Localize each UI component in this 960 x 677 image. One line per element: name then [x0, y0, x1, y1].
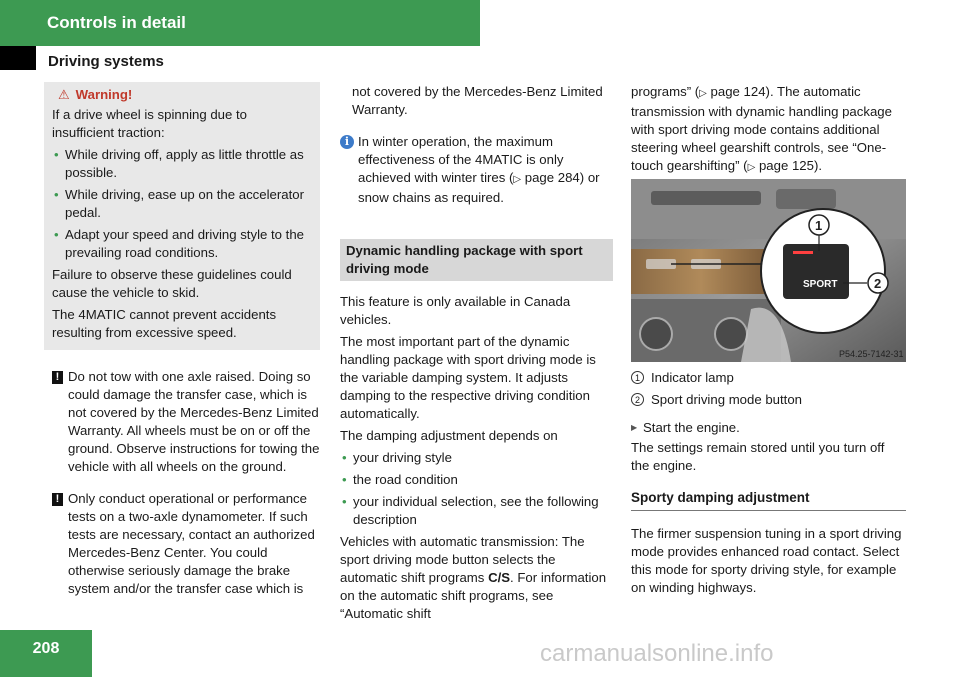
paragraph-text: programs” ( — [631, 84, 700, 99]
info-text-end: ) or snow chains as required. — [358, 170, 600, 205]
legend-text: Indicator lamp — [651, 370, 734, 385]
paragraph: This feature is only available in Canada vehicles. — [340, 294, 571, 327]
page-number: 208 — [0, 630, 92, 677]
sport-label: SPORT — [803, 279, 838, 290]
column-left — [52, 368, 320, 612]
legend-text: Sport driving mode button — [651, 392, 803, 407]
info-text: In winter operation, the maximum effectiveness of the 4MATIC is only achieved with winter tires ( — [358, 134, 564, 185]
exclamation-icon: ! — [52, 371, 63, 384]
page-link[interactable]: page 284 — [524, 170, 580, 185]
warning-box — [44, 82, 320, 350]
warning-item: • Adapt your speed and driving style to the prevailing road conditions. — [52, 226, 312, 262]
warning-paragraph: The 4MATIC cannot prevent accidents resulting from excessive speed. — [52, 307, 277, 340]
page-link[interactable]: page 125 — [758, 158, 814, 173]
damping-factors-list — [340, 449, 613, 529]
photo-code: P54.25-7142-31 — [839, 349, 904, 359]
warning-item: • While driving, ease up on the accelerator pedal. — [52, 186, 312, 222]
page-ref-arrow-icon: ▷ — [747, 162, 756, 173]
list-item: • your individual selection, see the following description — [340, 493, 613, 529]
dashboard-illustration — [631, 179, 906, 362]
instruction-step: ▶ Start the engine. — [631, 419, 906, 437]
paragraph-text: ). The automatic transmission with dynamic handling package with sport driving mode contains additional steering wheel gearshift controls, see “One-touch gearshifting” ( — [631, 84, 892, 173]
list-item: • your driving style — [340, 449, 613, 467]
page-link[interactable]: page 124 — [710, 84, 766, 99]
paragraph: The settings remain stored until you turn off the engine. — [631, 440, 885, 473]
info-note — [340, 133, 613, 207]
warning-triangle-icon: ⚠ — [58, 87, 70, 102]
note-text: Only conduct operational or performance tests on a two-axle dynamometer. If such tests are necessary, contact an authorized Mercedes-Benz Center. You could otherwise seriously damage the brake system and/or the transfer case which is — [68, 491, 315, 596]
chapter-tab — [0, 0, 480, 46]
svg-text:1: 1 — [815, 218, 823, 233]
list-item: • the road condition — [340, 471, 613, 489]
shift-programs: C/S — [488, 570, 511, 585]
paragraph — [631, 83, 906, 177]
paragraph-text: ). — [813, 158, 823, 173]
callout-number: 2 — [631, 393, 644, 406]
paragraph: The most important part of the dynamic handling package with sport driving mode is the variable damping system. It adjusts damping to the respective driving condition automatically. — [340, 334, 596, 421]
watermark: carmanualsonline.info — [540, 640, 774, 667]
column-right-lower — [631, 369, 906, 597]
subheading: Sporty damping adjustment — [631, 489, 906, 511]
warning-list — [52, 146, 312, 262]
warning-title: Warning! — [75, 87, 133, 102]
section-heading: Dynamic handling package with sport driving mode — [340, 239, 613, 281]
note-text: Do not tow with one axle raised. Doing so could damage the transfer case, which is not covered by the Mercedes-Benz Limited Warranty. All wheels must be on or off the ground. Observe instructions for towing the vehicle with all wheels on the ground. — [68, 369, 320, 474]
legend-item — [631, 391, 906, 409]
continuation-text: not covered by the Mercedes-Benz Limited Warranty. — [352, 84, 603, 117]
warning-paragraph: Failure to observe these guidelines could cause the vehicle to skid. — [52, 267, 292, 300]
warning-intro: If a drive wheel is spinning due to insufficient traction: — [52, 107, 247, 140]
warning-heading — [52, 86, 312, 104]
legend-item — [631, 369, 906, 387]
paragraph-text: . For information on the automatic shift programs, see “Automatic shift — [340, 570, 607, 621]
chapter-title: Controls in detail — [47, 13, 186, 32]
svg-text:2: 2 — [874, 276, 882, 291]
caution-note — [52, 490, 320, 598]
column-middle — [340, 83, 613, 627]
warning-item: • While driving off, apply as little throttle as possible. — [52, 146, 312, 182]
section-title: Driving systems — [48, 53, 164, 70]
section-marker — [0, 46, 36, 70]
page-ref-arrow-icon: ▷ — [699, 88, 707, 99]
paragraph-text: Vehicles with automatic transmission: The sport driving mode button selects the automatic shift programs — [340, 534, 585, 585]
sport-button-photo — [631, 179, 906, 362]
caution-note — [52, 368, 320, 476]
callout-number: 1 — [631, 371, 644, 384]
page-ref-arrow-icon: ▷ — [513, 174, 522, 185]
paragraph: The damping adjustment depends on — [340, 428, 558, 443]
paragraph — [340, 533, 613, 623]
paragraph: The firmer suspension tuning in a sport driving mode provides enhanced road contact. Select this mode for sporty driving style, for example on winding highways. — [631, 526, 902, 595]
exclamation-icon: ! — [52, 493, 63, 506]
info-icon: i — [340, 135, 354, 149]
column-right — [631, 83, 906, 177]
